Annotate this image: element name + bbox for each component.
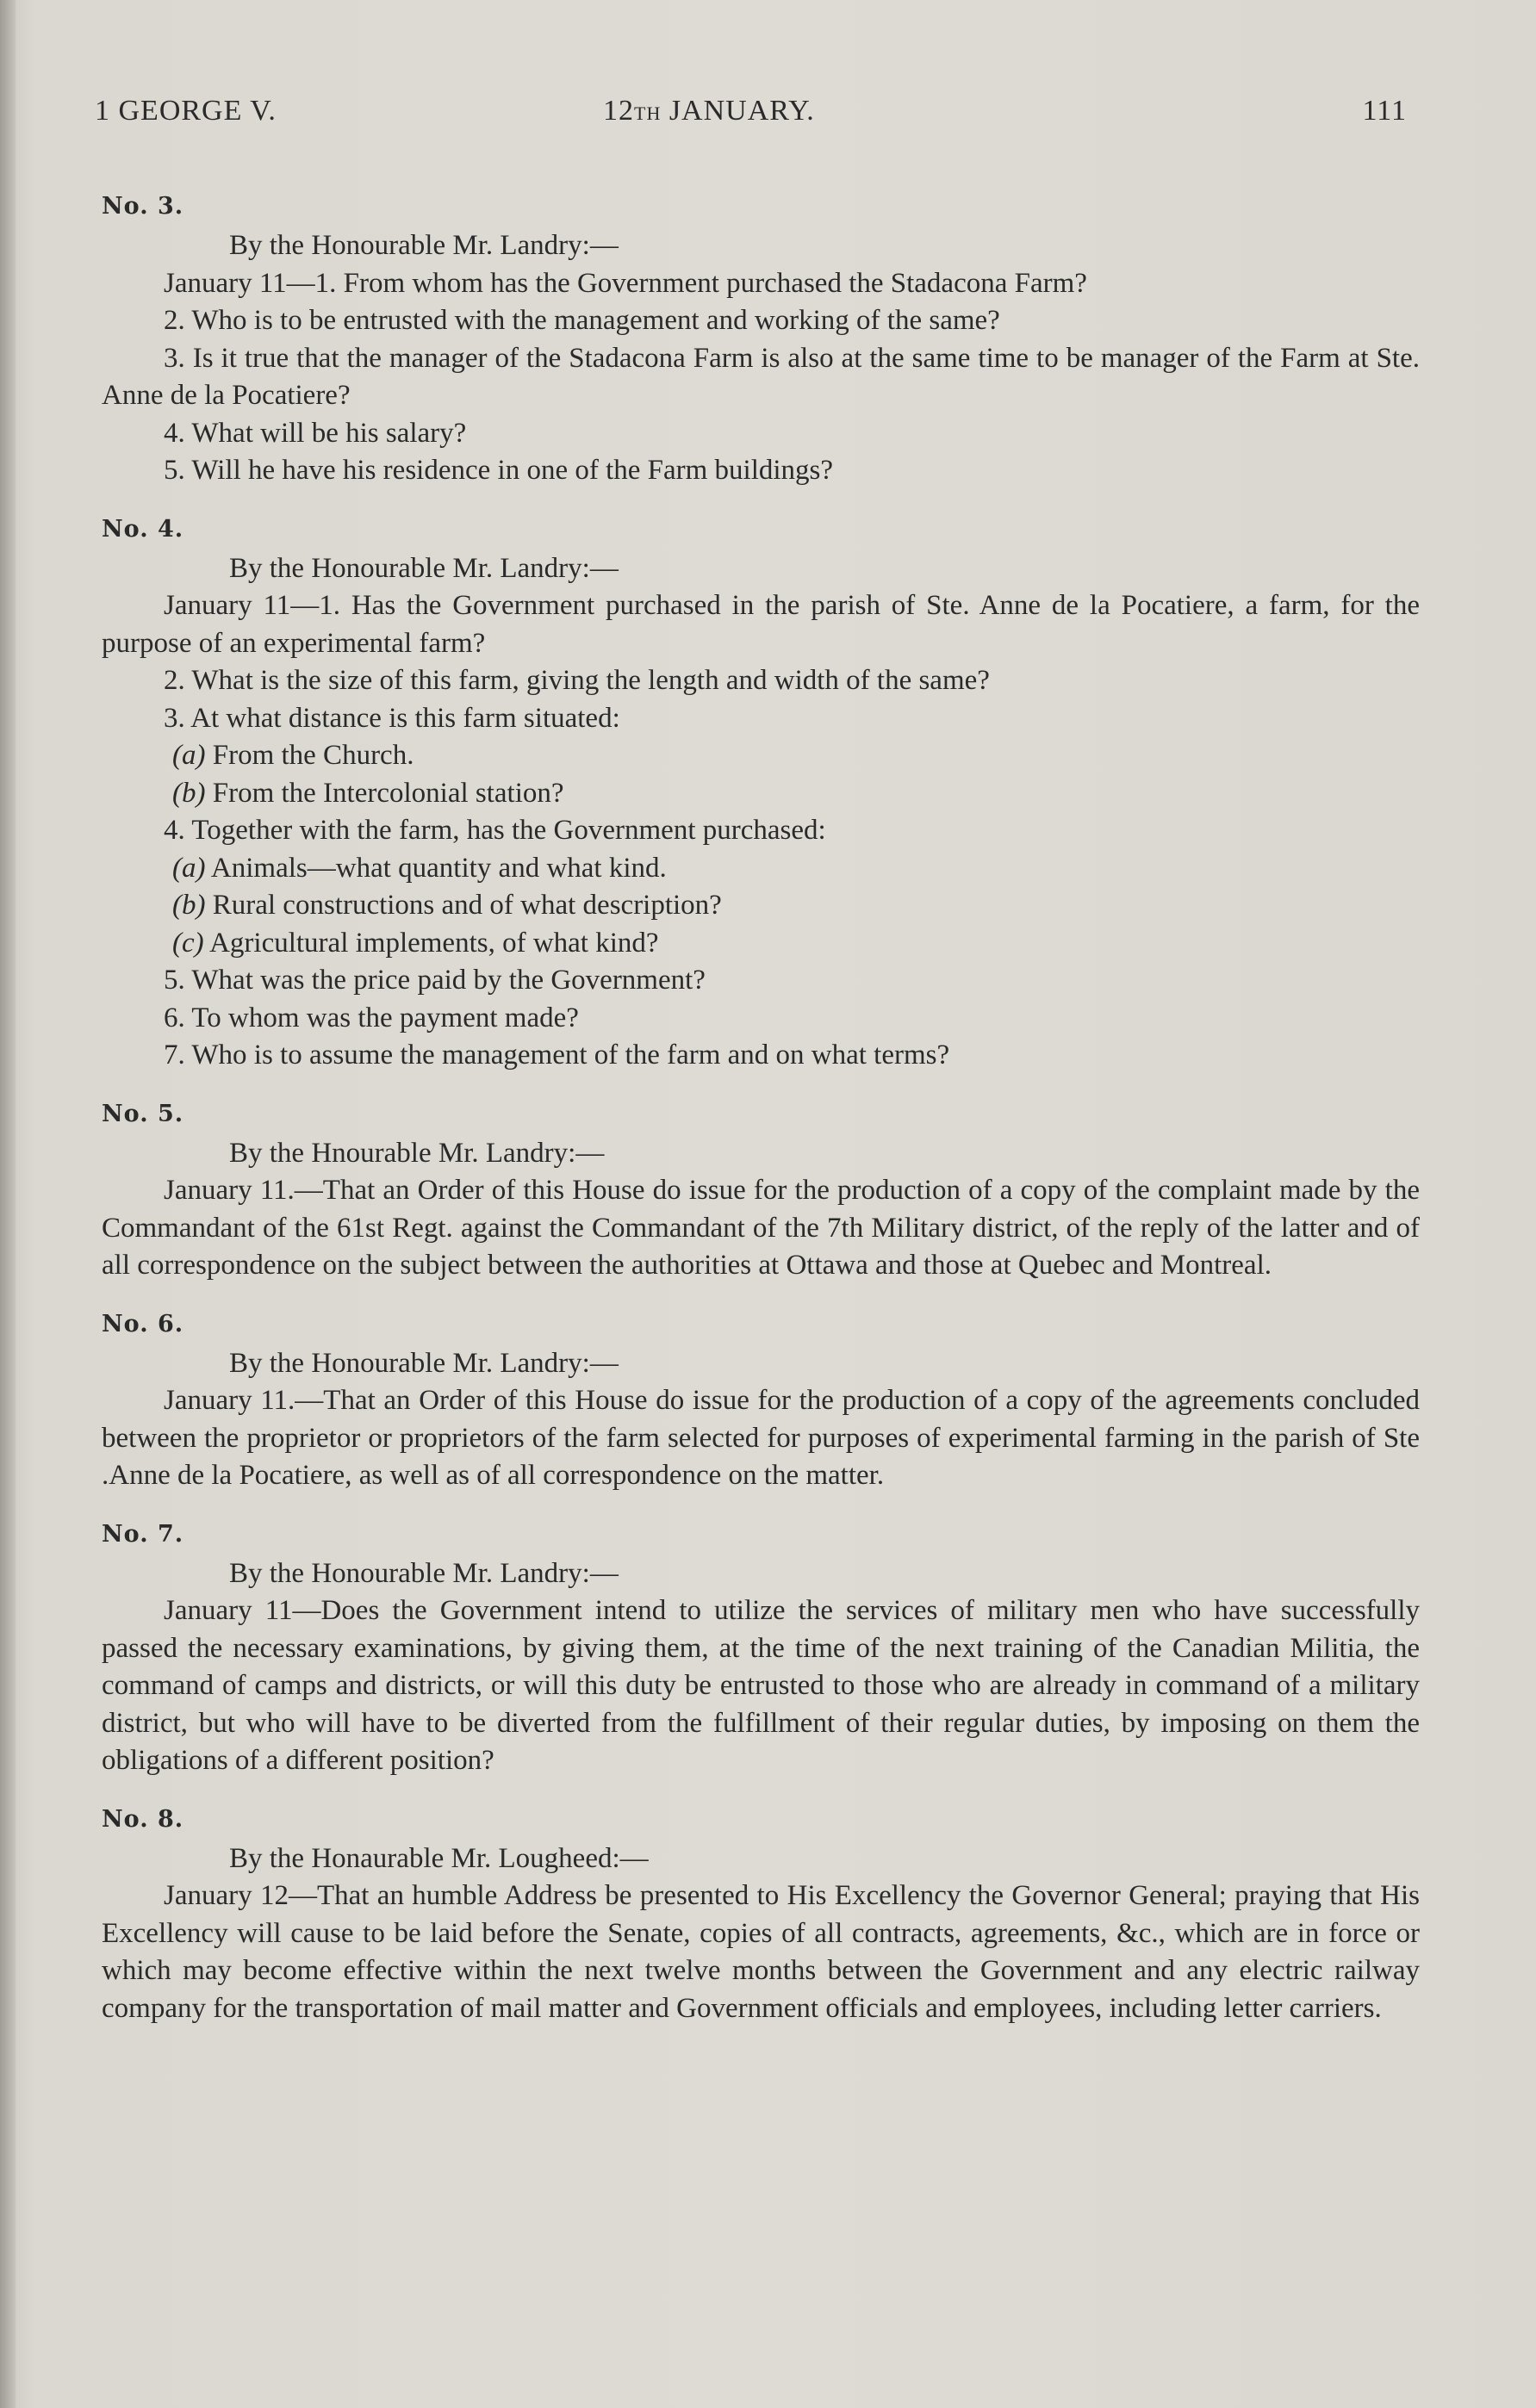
header-date-suffix: TH — [634, 102, 662, 124]
question-line: 3. At what distance is this farm situated: — [164, 702, 620, 734]
sub-item-text: Agricultural implements, of what kind? — [209, 927, 659, 959]
sub-item-letter: (b) — [172, 890, 206, 921]
section-number: No. 8. — [102, 1805, 184, 1833]
sub-item — [102, 737, 1420, 775]
section-number: No. 3. — [102, 193, 184, 220]
section-number: No. 4. — [102, 515, 184, 543]
motion-text: January 11.—That an Order of this House do issue for the production of a copy of the agreements concluded between the proprietor or proprietors of the farm selected for purposes of experimental farming in the parish of Ste .Anne de la Pocatiere, as well as of all correspondence on the matter. — [102, 1385, 1420, 1491]
section-number: No. 7. — [102, 1520, 184, 1548]
question-line: 5. Will he have his residence in one of the Farm buildings? — [164, 455, 834, 486]
question-line: 5. What was the price paid by the Government? — [164, 965, 706, 996]
sub-item — [102, 775, 1420, 813]
section-number: No. 6. — [102, 1310, 184, 1337]
notices-body — [102, 189, 1420, 2050]
mover-line: By the Honourable Mr. Landry:— — [229, 1347, 619, 1379]
section-no-6 — [102, 1307, 1420, 1495]
page-number: 111 — [1362, 95, 1407, 127]
sub-item-letter: (a) — [172, 740, 206, 771]
question-line: 4. What will be his salary? — [164, 417, 467, 449]
sub-item — [102, 925, 1420, 963]
question-line: 6. To whom was the payment made? — [164, 1002, 579, 1033]
section-no-4 — [102, 512, 1420, 1075]
question-line: 2. What is the size of this farm, giving the length and width of the same? — [164, 665, 990, 696]
question-line: January 11—1. From whom has the Government purchased the Stadacona Farm? — [164, 267, 1087, 299]
sub-item-letter: (b) — [172, 777, 206, 809]
mover-line: By the Hnourable Mr. Landry:— — [229, 1137, 605, 1169]
running-head — [95, 95, 1407, 138]
question-line: 4. Together with the farm, has the Government purchased: — [164, 815, 826, 846]
sub-item-text: From the Intercolonial station? — [212, 777, 564, 809]
section-no-3 — [102, 189, 1420, 490]
regnal-year: 1 GEORGE V. — [95, 95, 277, 127]
sub-item-text: Rural constructions and of what description? — [212, 890, 722, 921]
sub-item — [102, 850, 1420, 888]
header-date — [603, 95, 815, 127]
question-line: January 11—1. Has the Government purchased in the parish of Ste. Anne de la Pocatiere, a farm, for the purpose of an experimental farm? — [102, 590, 1420, 659]
header-date-month: JANUARY. — [669, 95, 815, 127]
section-number: No. 5. — [102, 1100, 184, 1127]
sub-item-letter: (c) — [172, 927, 204, 959]
question-line: 7. Who is to assume the management of the farm and on what terms? — [164, 1040, 950, 1071]
motion-text: January 11.—That an Order of this House do issue for the production of a copy of the complaint made by the Commandant of the 61st Regt. against the Commandant of the 7th Military district, of the reply of the latter and of all correspondence on the subject between the authorities at Ottawa and those at Quebec and Montreal. — [102, 1175, 1420, 1281]
sub-item-text: Animals—what quantity and what kind. — [210, 852, 667, 884]
question-line: 2. Who is to be entrusted with the management and working of the same? — [164, 305, 1000, 336]
mover-line: By the Honaurable Mr. Lougheed:— — [229, 1842, 649, 1874]
section-no-8 — [102, 1803, 1420, 2028]
header-date-day: 12 — [603, 95, 634, 127]
sub-item-text: From the Church. — [212, 740, 414, 771]
sub-item — [102, 887, 1420, 925]
section-no-7 — [102, 1517, 1420, 1780]
mover-line: By the Honourable Mr. Landry:— — [229, 552, 619, 584]
section-no-5 — [102, 1097, 1420, 1285]
question-line: 3. Is it true that the manager of the Stadacona Farm is also at the same time to be manager of the Farm at Ste. Anne de la Pocatiere? — [102, 342, 1420, 411]
mover-line: By the Honourable Mr. Landry:— — [229, 230, 619, 261]
question-text: January 11—Does the Government intend to utilize the services of military men who have successfully passed the necessary examinations, by giving them, at the time of the next training of the Canadian Militia, the command of camps and districts, or will this duty be entrusted to those who are already in command of a military district, but who will have to be diverted from the fulfillment of their regular duties, by imposing on them the obligations of a different position? — [102, 1595, 1420, 1776]
sub-item-letter: (a) — [172, 852, 206, 884]
motion-text: January 12—That an humble Address be presented to His Excellency the Governor General; praying that His Excellency will cause to be laid before the Senate, copies of all contracts, agreements, &c., which are in force or which may become effective within the next twelve months between the Government and any electric railway company for the transportation of mail matter and Government officials and employees, including letter carriers. — [102, 1880, 1420, 2024]
mover-line: By the Honourable Mr. Landry:— — [229, 1557, 619, 1589]
binding-edge — [0, 0, 16, 2408]
